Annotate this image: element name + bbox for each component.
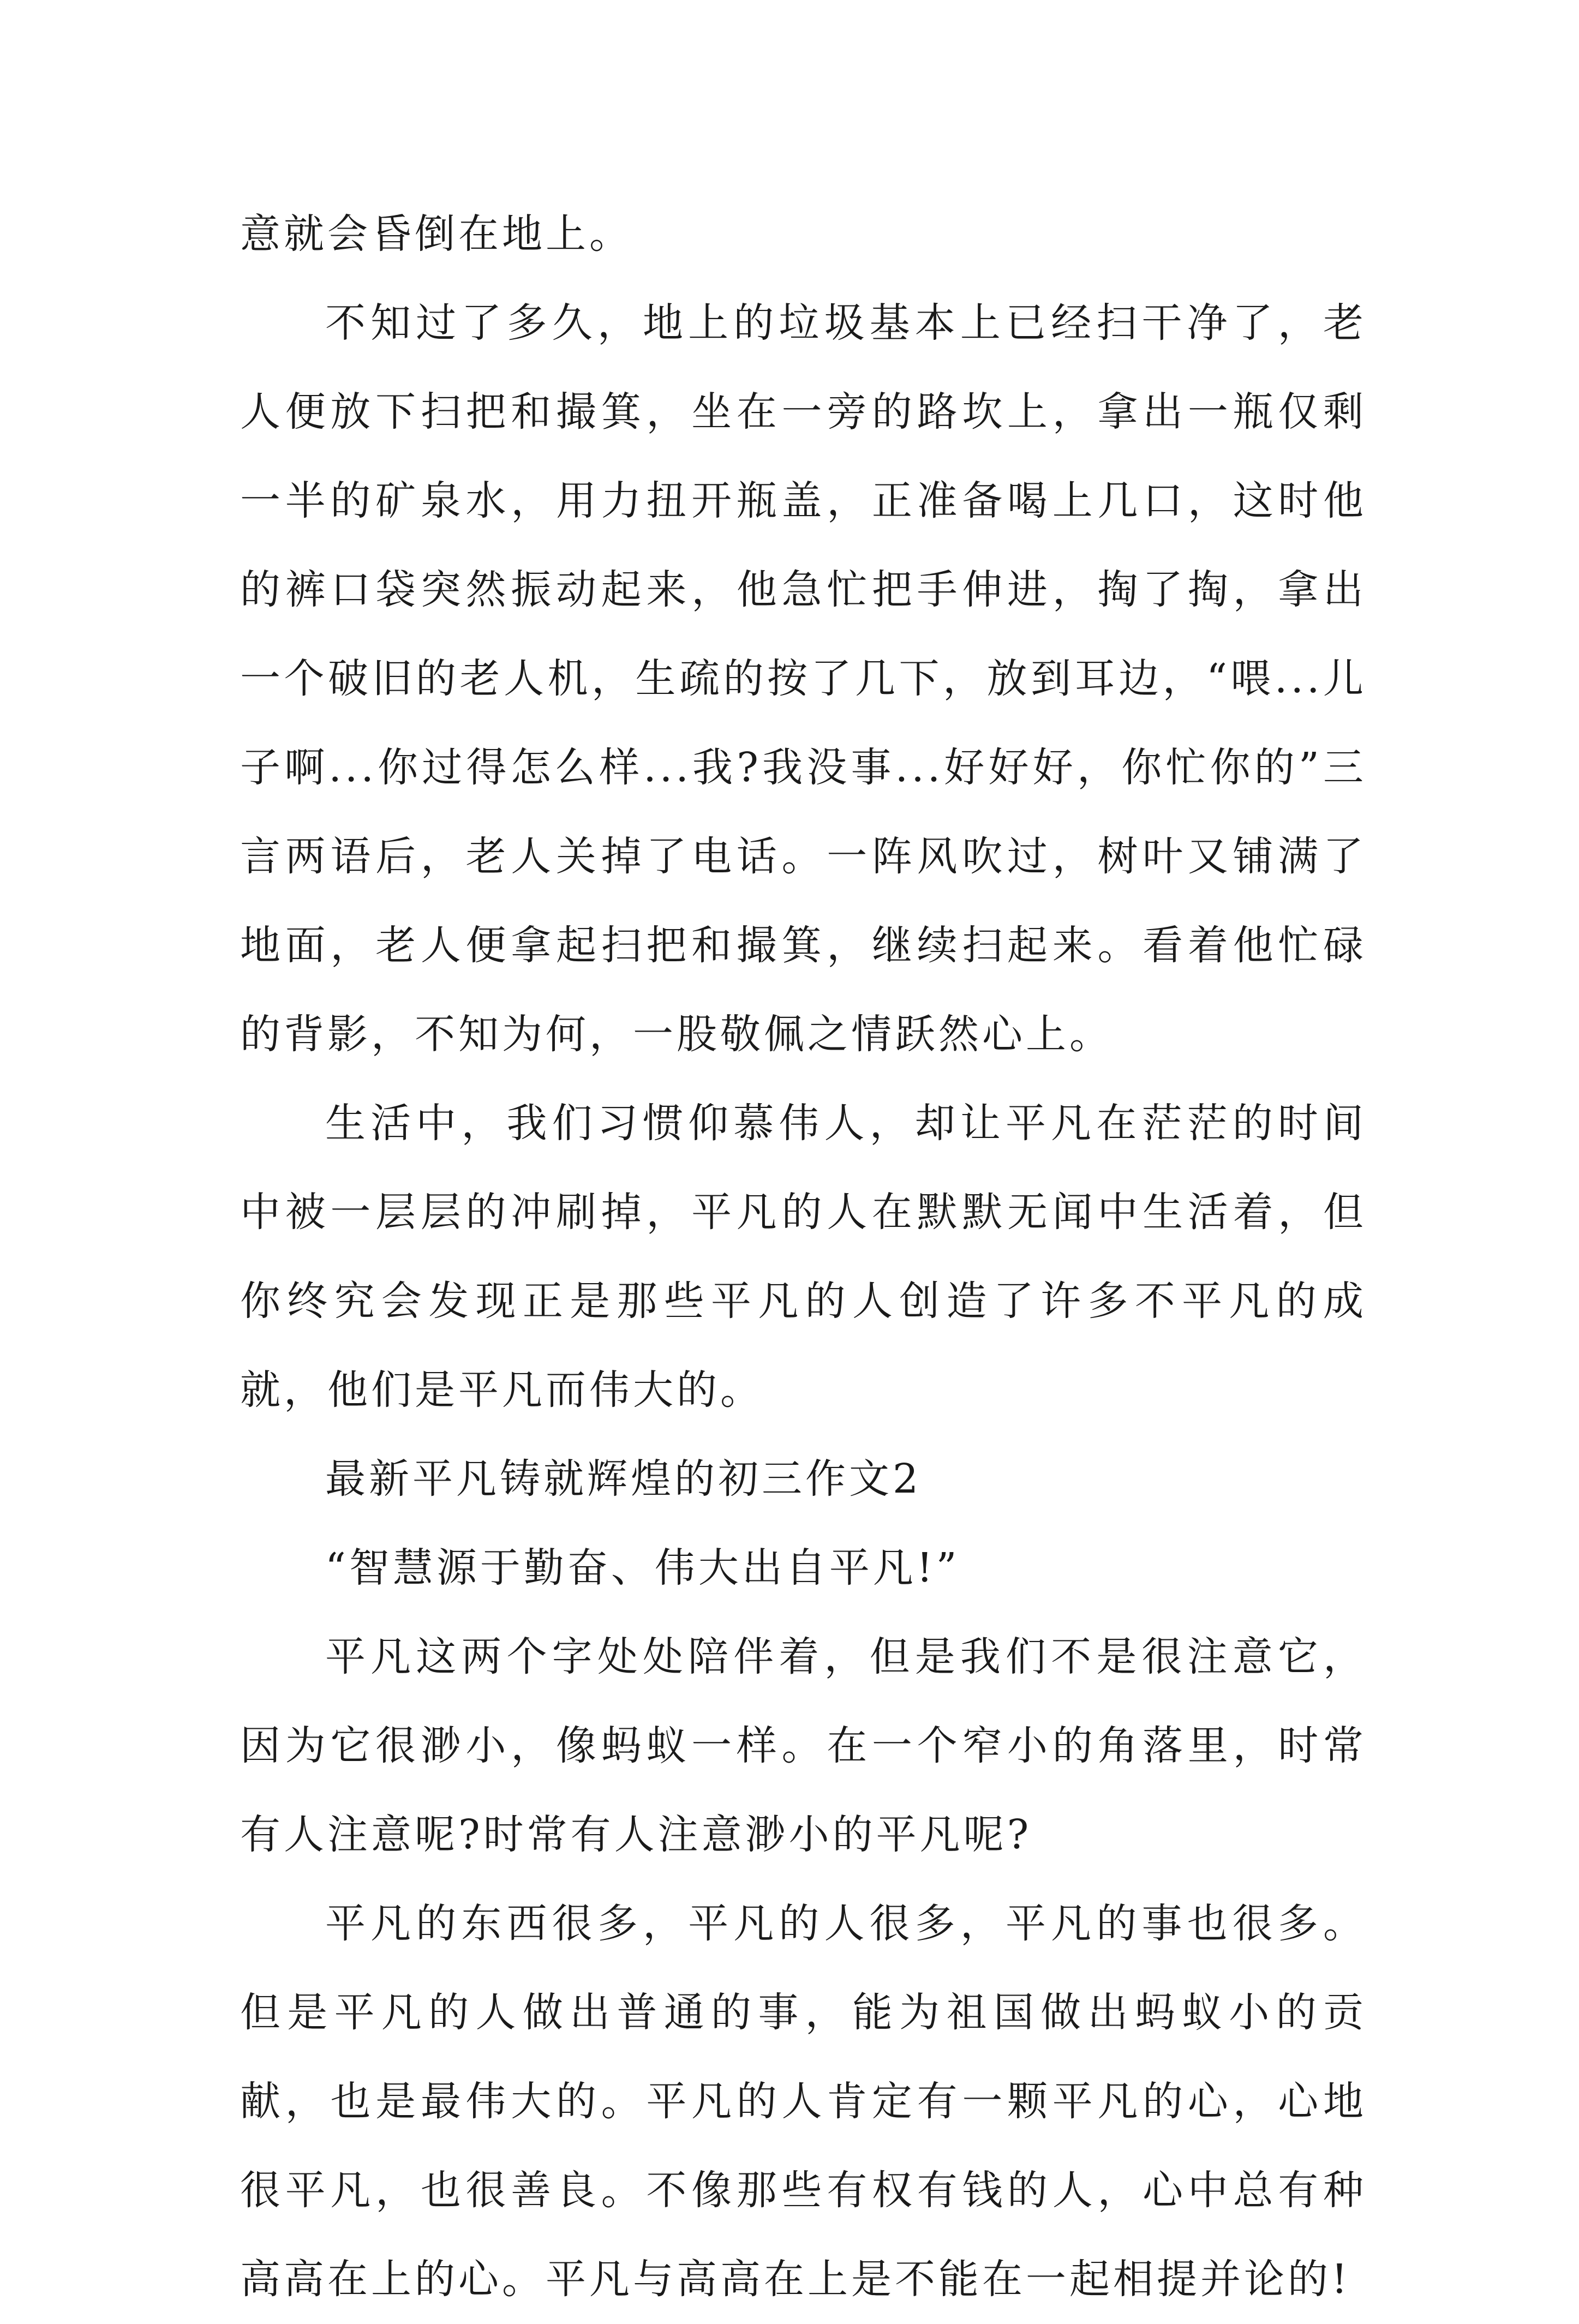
paragraph-old-man-sweeping: 不知过了多久，地上的垃圾基本上已经扫干净了，老人便放下扫把和撮箕，坐在一旁的路坎上，拿出一瓶仅剩一半的矿泉水，用力扭开瓶盖，正准备喝上几口，这时他的裤口袋突然振动起来，他急忙把手伸进，掏了掏，拿出一个破旧的老人机，生疏的按了几下，放到耳边，“喂...儿子啊...你过得怎么样...我?我没事...好好好，你忙你的”三言两语后，老人关掉了电话。一阵风吹过，树叶又铺满了地面，老人便拿起扫把和撮箕，继续扫起来。看着他忙碌的背影，不知为何，一股敬佩之情跃然心上。 [240, 300, 1367, 1058]
essay-title: 最新平凡铸就辉煌的初三作文2 [325, 1456, 922, 1502]
body-text [240, 190, 1367, 2324]
paragraph-continuation: 意就会昏倒在地上。 [240, 211, 633, 257]
paragraph-ordinary-people: 生活中，我们习惯仰慕伟人，却让平凡在茫茫的时间中被一层层的冲刷掉，平凡的人在默默无闻中生活着，但你终究会发现正是那些平凡的人创造了许多不平凡的成就，他们是平凡而伟大的。 [240, 1100, 1367, 1413]
paragraph-ordinary-things: 平凡的东西很多，平凡的人很多，平凡的事也很多。但是平凡的人做出普通的事，能为祖国做出蚂蚁小的贡献，也是最伟大的。平凡的人肯定有一颗平凡的心，心地很平凡，也很善良。不像那些有权有钱的人，心中总有种高高在上的心。平凡与高高在上是不能在一起相提并论的! [240, 1900, 1367, 2303]
paragraph-ordinary-words: 平凡这两个字处处陪伴着，但是我们不是很注意它，因为它很渺小，像蚂蚁一样。在一个窄小的角落里，时常有人注意呢?时常有人注意渺小的平凡呢? [240, 1633, 1367, 1858]
essay-quote: “智慧源于勤奋、伟大出自平凡!” [325, 1544, 960, 1591]
